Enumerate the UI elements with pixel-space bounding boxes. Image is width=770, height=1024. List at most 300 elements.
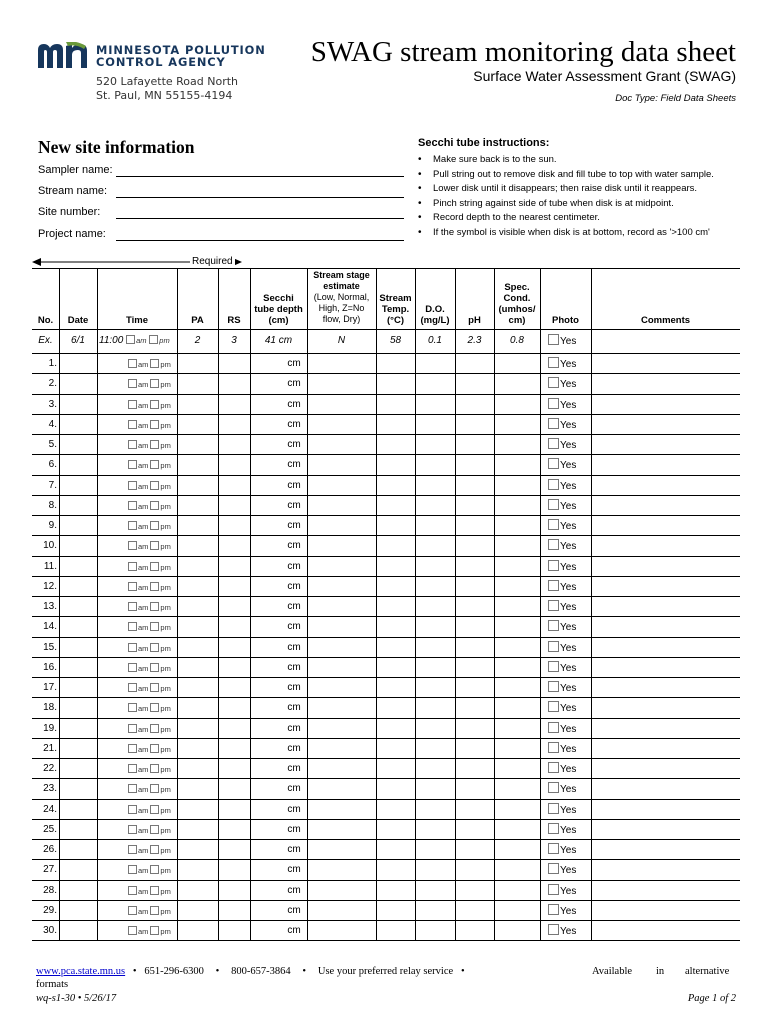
footer-in: in bbox=[656, 966, 665, 977]
secchi-cm-unit: cm bbox=[287, 479, 301, 491]
photo-yes-checkbox[interactable] bbox=[548, 438, 559, 449]
row-number: 9. bbox=[48, 520, 57, 531]
am-checkbox[interactable] bbox=[128, 622, 137, 631]
pm-checkbox[interactable] bbox=[150, 400, 159, 409]
photo-yes-label: Yes bbox=[560, 561, 577, 573]
row-number: 11. bbox=[43, 560, 57, 572]
pm-checkbox[interactable] bbox=[150, 805, 159, 814]
row-number: 4. bbox=[48, 418, 57, 430]
secchi-cm-unit: cm bbox=[287, 884, 301, 896]
time-ampm-group bbox=[128, 501, 176, 512]
photo-yes-group bbox=[548, 620, 591, 633]
col-header-comments: Comments bbox=[640, 315, 691, 326]
photo-yes-group bbox=[548, 782, 591, 795]
am-checkbox[interactable] bbox=[128, 683, 137, 692]
photo-yes-checkbox[interactable] bbox=[548, 701, 559, 712]
pm-checkbox[interactable] bbox=[150, 724, 159, 733]
am-label: am bbox=[138, 906, 149, 916]
am-checkbox[interactable] bbox=[128, 541, 137, 550]
pm-checkbox[interactable] bbox=[150, 825, 159, 834]
photo-yes-checkbox[interactable] bbox=[548, 519, 559, 530]
col-header-stage bbox=[307, 270, 376, 325]
table-top-rule bbox=[32, 268, 740, 269]
table-row-rule bbox=[32, 697, 740, 698]
example-do: 0.1 bbox=[428, 335, 442, 346]
photo-yes-checkbox[interactable] bbox=[548, 641, 559, 652]
doc-id: wq-s1-30 • 5/26/17 bbox=[36, 993, 117, 1004]
photo-yes-checkbox[interactable] bbox=[548, 843, 559, 854]
secchi-cm-unit: cm bbox=[287, 358, 301, 369]
table-row-rule bbox=[32, 596, 740, 597]
pm-checkbox[interactable] bbox=[150, 420, 159, 429]
example-pa: 2 bbox=[194, 335, 201, 346]
pm-checkbox[interactable] bbox=[150, 643, 159, 652]
am-checkbox[interactable] bbox=[128, 481, 137, 490]
pm-label: pm bbox=[160, 603, 171, 612]
table-row-rule bbox=[32, 758, 740, 759]
row-number: 28. bbox=[43, 884, 57, 896]
pm-checkbox[interactable] bbox=[150, 683, 159, 692]
table-column-rule bbox=[177, 268, 178, 940]
photo-yes-label: Yes bbox=[560, 885, 577, 897]
agency-name-line1: MINNESOTA POLLUTION bbox=[96, 43, 266, 57]
table-column-rule bbox=[97, 268, 98, 940]
photo-yes-group bbox=[548, 681, 591, 694]
row-number: 1. bbox=[48, 358, 57, 369]
pm-label: pm bbox=[160, 441, 171, 450]
photo-yes-label: Yes bbox=[560, 541, 577, 553]
pm-label: pm bbox=[160, 663, 171, 673]
footer-bullet: • bbox=[215, 966, 220, 977]
pm-checkbox[interactable] bbox=[150, 541, 159, 550]
time-ampm-group bbox=[128, 622, 176, 633]
pm-checkbox[interactable] bbox=[150, 663, 159, 672]
photo-yes-label: Yes bbox=[560, 480, 577, 492]
photo-yes-group bbox=[548, 600, 591, 613]
am-label: am bbox=[138, 643, 149, 653]
table-row-rule bbox=[32, 616, 740, 617]
stage-header-line: estimate bbox=[323, 281, 360, 291]
am-checkbox[interactable] bbox=[128, 845, 137, 854]
table-row-rule bbox=[32, 819, 740, 820]
time-ampm-group bbox=[128, 663, 176, 674]
photo-yes-label: Yes bbox=[560, 602, 577, 613]
cond-header-line: Cond. bbox=[503, 293, 531, 304]
am-label: am bbox=[138, 360, 149, 369]
time-ampm-group bbox=[128, 379, 176, 390]
time-ampm-group bbox=[128, 582, 176, 593]
photo-yes-group bbox=[548, 661, 591, 674]
am-label: am bbox=[138, 724, 149, 734]
row-number: 16. bbox=[43, 661, 57, 673]
secchi-cm-unit: cm bbox=[287, 378, 301, 390]
photo-yes-checkbox[interactable] bbox=[548, 357, 559, 368]
photo-yes-checkbox[interactable] bbox=[548, 600, 559, 611]
photo-yes-checkbox[interactable] bbox=[548, 924, 559, 935]
stage-header-line: Stream stage bbox=[313, 270, 370, 280]
project-name-field[interactable] bbox=[116, 240, 404, 241]
secchi-cm-unit: cm bbox=[287, 722, 301, 734]
time-ampm-group bbox=[128, 420, 176, 431]
stage-header-line: (Low, Normal, bbox=[313, 292, 370, 302]
photo-yes-checkbox[interactable] bbox=[548, 479, 559, 490]
example-no: Ex. bbox=[38, 335, 53, 346]
photo-yes-checkbox[interactable] bbox=[548, 742, 559, 753]
table-row-rule bbox=[32, 495, 740, 496]
photo-yes-group bbox=[548, 884, 591, 897]
example-stage: N bbox=[337, 335, 346, 346]
table-row-rule bbox=[32, 778, 740, 779]
row-number: 5. bbox=[48, 439, 57, 450]
row-number: 3. bbox=[48, 398, 57, 410]
secchi-cm-unit: cm bbox=[287, 540, 301, 552]
photo-yes-label: Yes bbox=[560, 500, 577, 512]
secchi-cm-unit: cm bbox=[287, 844, 301, 855]
am-checkbox[interactable] bbox=[128, 744, 137, 753]
pm-checkbox[interactable] bbox=[150, 582, 159, 591]
agency-logo bbox=[38, 42, 266, 108]
photo-yes-checkbox[interactable] bbox=[548, 418, 559, 429]
pm-checkbox[interactable] bbox=[150, 602, 159, 611]
footer-available: Available bbox=[592, 966, 633, 977]
am-checkbox[interactable] bbox=[128, 724, 137, 733]
table-row-rule bbox=[32, 373, 740, 374]
am-checkbox[interactable] bbox=[128, 926, 137, 935]
table-row-rule bbox=[32, 414, 740, 415]
footer-alternative: alternative bbox=[685, 966, 730, 977]
photo-yes-label: Yes bbox=[560, 905, 577, 917]
am-label: am bbox=[138, 562, 149, 572]
am-checkbox[interactable] bbox=[128, 521, 137, 530]
am-label: am bbox=[138, 704, 149, 714]
pm-label: pm bbox=[160, 360, 171, 369]
am-checkbox[interactable] bbox=[128, 865, 137, 874]
photo-yes-checkbox[interactable] bbox=[548, 884, 559, 895]
pm-checkbox[interactable] bbox=[150, 703, 159, 712]
pm-checkbox[interactable] bbox=[150, 906, 159, 915]
pm-checkbox[interactable] bbox=[150, 845, 159, 854]
am-label: am bbox=[138, 805, 149, 815]
instruction-item: • Make sure back is to the sun. bbox=[418, 153, 748, 168]
pm-label: pm bbox=[160, 562, 171, 572]
photo-yes-label: Yes bbox=[560, 743, 577, 755]
doc-type: Doc Type: Field Data Sheets bbox=[615, 93, 736, 104]
photo-yes-group bbox=[548, 377, 591, 390]
pm-checkbox[interactable] bbox=[150, 481, 159, 490]
photo-yes-label: Yes bbox=[560, 865, 577, 877]
photo-yes-label: Yes bbox=[560, 926, 577, 937]
pm-checkbox[interactable] bbox=[150, 865, 159, 874]
secchi-cm-unit: cm bbox=[287, 439, 301, 450]
time-ampm-group bbox=[128, 845, 176, 856]
time-ampm-group bbox=[128, 440, 176, 451]
photo-yes-checkbox[interactable] bbox=[548, 722, 559, 733]
row-number: 17. bbox=[43, 682, 57, 693]
am-checkbox[interactable] bbox=[128, 663, 137, 672]
pm-label: pm bbox=[160, 400, 171, 410]
agency-address-line1: 520 Lafayette Road North bbox=[96, 75, 239, 88]
secchi-cm-unit: cm bbox=[287, 459, 301, 471]
pm-checkbox[interactable] bbox=[149, 335, 158, 344]
secchi-cm-unit: cm bbox=[287, 418, 301, 430]
photo-yes-group bbox=[548, 398, 591, 411]
pm-checkbox[interactable] bbox=[150, 501, 159, 510]
am-label: am bbox=[138, 765, 149, 774]
row-number: 6. bbox=[48, 459, 57, 471]
pm-label: pm bbox=[160, 927, 171, 936]
photo-yes-label: Yes bbox=[560, 440, 577, 451]
table-column-rule bbox=[494, 268, 495, 940]
photo-yes-checkbox[interactable] bbox=[548, 539, 559, 550]
project-name-label: Project name: bbox=[38, 228, 106, 240]
photo-yes-checkbox[interactable] bbox=[548, 661, 559, 672]
row-number: 13. bbox=[43, 601, 57, 612]
time-ampm-group bbox=[128, 784, 176, 795]
example-time bbox=[99, 335, 177, 346]
temp-header-line: Temp. bbox=[381, 304, 410, 315]
secchi-cm-unit: cm bbox=[287, 763, 301, 774]
photo-yes-group bbox=[548, 560, 591, 573]
example-temp: 58 bbox=[389, 335, 402, 346]
pm-checkbox[interactable] bbox=[150, 460, 159, 469]
am-checkbox[interactable] bbox=[128, 906, 137, 915]
photo-yes-group bbox=[548, 823, 591, 836]
photo-yes-group bbox=[548, 904, 591, 917]
pm-label: pm bbox=[160, 522, 171, 531]
am-checkbox[interactable] bbox=[128, 886, 137, 895]
am-checkbox[interactable] bbox=[128, 501, 137, 510]
am-label: am bbox=[138, 927, 149, 936]
am-checkbox[interactable] bbox=[126, 335, 135, 344]
am-label: am bbox=[138, 825, 149, 835]
pm-checkbox[interactable] bbox=[150, 622, 159, 631]
mn-logo-mark-icon bbox=[38, 42, 92, 68]
photo-yes-checkbox[interactable] bbox=[548, 334, 559, 345]
am-label: am bbox=[138, 380, 149, 390]
photo-yes-label: Yes bbox=[560, 399, 577, 411]
am-checkbox[interactable] bbox=[128, 805, 137, 814]
page-subtitle: Surface Water Assessment Grant (SWAG) bbox=[473, 68, 736, 84]
pm-label: pm bbox=[160, 684, 171, 693]
website-link[interactable]: www.pca.state.mn.us bbox=[36, 966, 126, 977]
photo-yes-checkbox[interactable] bbox=[548, 458, 559, 469]
table-column-rule bbox=[218, 268, 219, 940]
pm-checkbox[interactable] bbox=[150, 886, 159, 895]
photo-yes-checkbox[interactable] bbox=[548, 823, 559, 834]
photo-yes-checkbox[interactable] bbox=[548, 620, 559, 631]
secchi-cm-unit: cm bbox=[287, 520, 301, 531]
am-label: am bbox=[138, 582, 149, 592]
row-number: 29. bbox=[43, 904, 57, 916]
photo-yes-group bbox=[548, 580, 591, 593]
am-checkbox[interactable] bbox=[128, 643, 137, 652]
secchi-cm-unit: cm bbox=[287, 641, 301, 653]
time-ampm-group bbox=[128, 805, 176, 816]
photo-yes-label: Yes bbox=[560, 336, 577, 347]
table-row-rule bbox=[32, 454, 740, 455]
row-number: 7. bbox=[48, 479, 57, 491]
am-label: am bbox=[138, 441, 149, 450]
pm-label: pm bbox=[160, 846, 171, 855]
row-number: 25. bbox=[43, 823, 57, 835]
pm-checkbox[interactable] bbox=[150, 440, 159, 449]
row-number: 8. bbox=[48, 499, 57, 511]
pm-checkbox[interactable] bbox=[150, 764, 159, 773]
secchi-cm-unit: cm bbox=[287, 682, 301, 693]
photo-yes-group bbox=[548, 438, 591, 451]
footer-contact bbox=[36, 966, 470, 977]
cond-header-line: (umhos/ bbox=[498, 304, 536, 315]
sampler-name-field[interactable] bbox=[116, 176, 404, 177]
am-label: am bbox=[138, 542, 149, 552]
table-column-rule bbox=[59, 268, 60, 940]
do-header-line: D.O. bbox=[425, 304, 445, 315]
time-ampm-group bbox=[128, 744, 176, 755]
col-header-no: No. bbox=[37, 315, 54, 326]
row-number: 22. bbox=[43, 763, 57, 774]
instruction-item: • Lower disk until it disappears; then raise disk until it reappears. bbox=[418, 182, 748, 197]
footer-formats: formats bbox=[36, 979, 69, 990]
pm-checkbox[interactable] bbox=[150, 521, 159, 530]
photo-yes-label: Yes bbox=[560, 683, 577, 694]
row-number: 2. bbox=[48, 378, 57, 390]
photo-yes-label: Yes bbox=[560, 460, 577, 472]
stage-header-line: High, Z=No bbox=[318, 303, 365, 313]
col-header-pa: PA bbox=[191, 315, 204, 326]
pm-checkbox[interactable] bbox=[150, 379, 159, 388]
photo-yes-checkbox[interactable] bbox=[548, 681, 559, 692]
pm-label: pm bbox=[160, 704, 171, 714]
row-number: 30. bbox=[43, 925, 57, 936]
photo-yes-checkbox[interactable] bbox=[548, 580, 559, 591]
photo-yes-label: Yes bbox=[560, 845, 577, 856]
am-label: am bbox=[138, 420, 149, 430]
photo-yes-checkbox[interactable] bbox=[548, 803, 559, 814]
time-ampm-group bbox=[128, 359, 176, 370]
photo-yes-checkbox[interactable] bbox=[548, 762, 559, 773]
secchi-header-line: Secchi bbox=[263, 293, 294, 304]
table-column-rule bbox=[540, 268, 541, 940]
photo-yes-group bbox=[548, 863, 591, 876]
photo-yes-checkbox[interactable] bbox=[548, 560, 559, 571]
photo-yes-label: Yes bbox=[560, 521, 577, 532]
pm-checkbox[interactable] bbox=[150, 926, 159, 935]
photo-yes-group bbox=[548, 458, 591, 471]
table-header-rule bbox=[32, 329, 740, 330]
pm-checkbox[interactable] bbox=[150, 784, 159, 793]
am-checkbox[interactable] bbox=[128, 379, 137, 388]
photo-yes-label: Yes bbox=[560, 642, 577, 654]
photo-yes-group bbox=[548, 722, 591, 735]
am-checkbox[interactable] bbox=[128, 420, 137, 429]
table-column-rule bbox=[455, 268, 456, 940]
footer-phone1: 651-296-6300 bbox=[144, 966, 204, 977]
table-row-rule bbox=[32, 880, 740, 881]
stream-name-field[interactable] bbox=[116, 197, 404, 198]
col-header-time: Time bbox=[125, 315, 148, 326]
pm-checkbox[interactable] bbox=[150, 562, 159, 571]
am-checkbox[interactable] bbox=[128, 784, 137, 793]
am-checkbox[interactable] bbox=[128, 703, 137, 712]
stream-name-label: Stream name: bbox=[38, 185, 108, 197]
do-header-line: (mg/L) bbox=[420, 315, 450, 326]
row-number: 26. bbox=[43, 844, 57, 855]
am-label: am bbox=[138, 522, 149, 531]
am-checkbox[interactable] bbox=[128, 562, 137, 571]
instruction-item: • Pull string out to remove disk and fill tube to top with water sample. bbox=[418, 168, 748, 183]
secchi-instructions-list bbox=[418, 153, 748, 240]
pm-checkbox[interactable] bbox=[150, 744, 159, 753]
photo-yes-label: Yes bbox=[560, 703, 577, 715]
table-row-rule bbox=[32, 940, 740, 941]
photo-yes-group bbox=[548, 803, 591, 816]
time-ampm-group bbox=[128, 521, 176, 532]
am-checkbox[interactable] bbox=[128, 359, 137, 368]
pm-label: pm bbox=[160, 724, 171, 734]
footer-bullet: • bbox=[460, 966, 465, 977]
sampler-name-label: Sampler name: bbox=[38, 164, 113, 176]
photo-yes-label: Yes bbox=[560, 379, 577, 391]
photo-yes-checkbox[interactable] bbox=[548, 782, 559, 793]
instruction-item: • If the symbol is visible when disk is at bottom, record as '>100 cm' bbox=[418, 226, 748, 241]
am-checkbox[interactable] bbox=[128, 460, 137, 469]
stage-header-line: flow, Dry) bbox=[322, 314, 361, 324]
site-info-heading: New site information bbox=[38, 137, 195, 157]
am-checkbox[interactable] bbox=[128, 764, 137, 773]
row-number: 18. bbox=[43, 702, 57, 714]
photo-yes-checkbox[interactable] bbox=[548, 377, 559, 388]
row-number: 19. bbox=[43, 722, 57, 734]
example-rs: 3 bbox=[231, 335, 237, 346]
am-checkbox[interactable] bbox=[128, 825, 137, 834]
time-ampm-group bbox=[128, 643, 176, 654]
secchi-instructions-heading: Secchi tube instructions: bbox=[418, 137, 550, 149]
secchi-cm-unit: cm bbox=[287, 499, 301, 511]
photo-yes-label: Yes bbox=[560, 622, 577, 634]
site-number-field[interactable] bbox=[116, 218, 404, 219]
example-ph: 2.3 bbox=[467, 335, 482, 346]
am-checkbox[interactable] bbox=[128, 582, 137, 591]
am-checkbox[interactable] bbox=[128, 440, 137, 449]
time-ampm-group bbox=[128, 865, 176, 876]
footer-relay: Use your preferred relay service bbox=[317, 966, 454, 977]
secchi-cm-unit: cm bbox=[287, 560, 301, 572]
photo-yes-group bbox=[548, 701, 591, 714]
photo-yes-group bbox=[548, 357, 591, 370]
photo-yes-checkbox[interactable] bbox=[548, 499, 559, 510]
table-row-rule bbox=[32, 657, 740, 658]
pm-label: pm bbox=[160, 906, 171, 916]
table-column-rule bbox=[415, 268, 416, 940]
am-label: am bbox=[138, 461, 149, 471]
table-row-rule bbox=[32, 677, 740, 678]
example-date: 6/1 bbox=[71, 335, 85, 346]
footer-bullet: • bbox=[132, 966, 137, 977]
pm-label: pm bbox=[160, 380, 171, 390]
am-checkbox[interactable] bbox=[128, 602, 137, 611]
pm-label: pm bbox=[160, 461, 171, 471]
photo-yes-checkbox[interactable] bbox=[548, 398, 559, 409]
photo-yes-label: Yes bbox=[560, 804, 577, 816]
photo-yes-checkbox[interactable] bbox=[548, 863, 559, 874]
photo-yes-checkbox[interactable] bbox=[548, 904, 559, 915]
secchi-cm-unit: cm bbox=[287, 661, 301, 673]
pm-checkbox[interactable] bbox=[150, 359, 159, 368]
instruction-item: • Pinch string against side of tube when disk is at midpoint. bbox=[418, 197, 748, 212]
secchi-cm-unit: cm bbox=[287, 925, 301, 936]
am-checkbox[interactable] bbox=[128, 400, 137, 409]
photo-yes-group bbox=[548, 539, 591, 552]
